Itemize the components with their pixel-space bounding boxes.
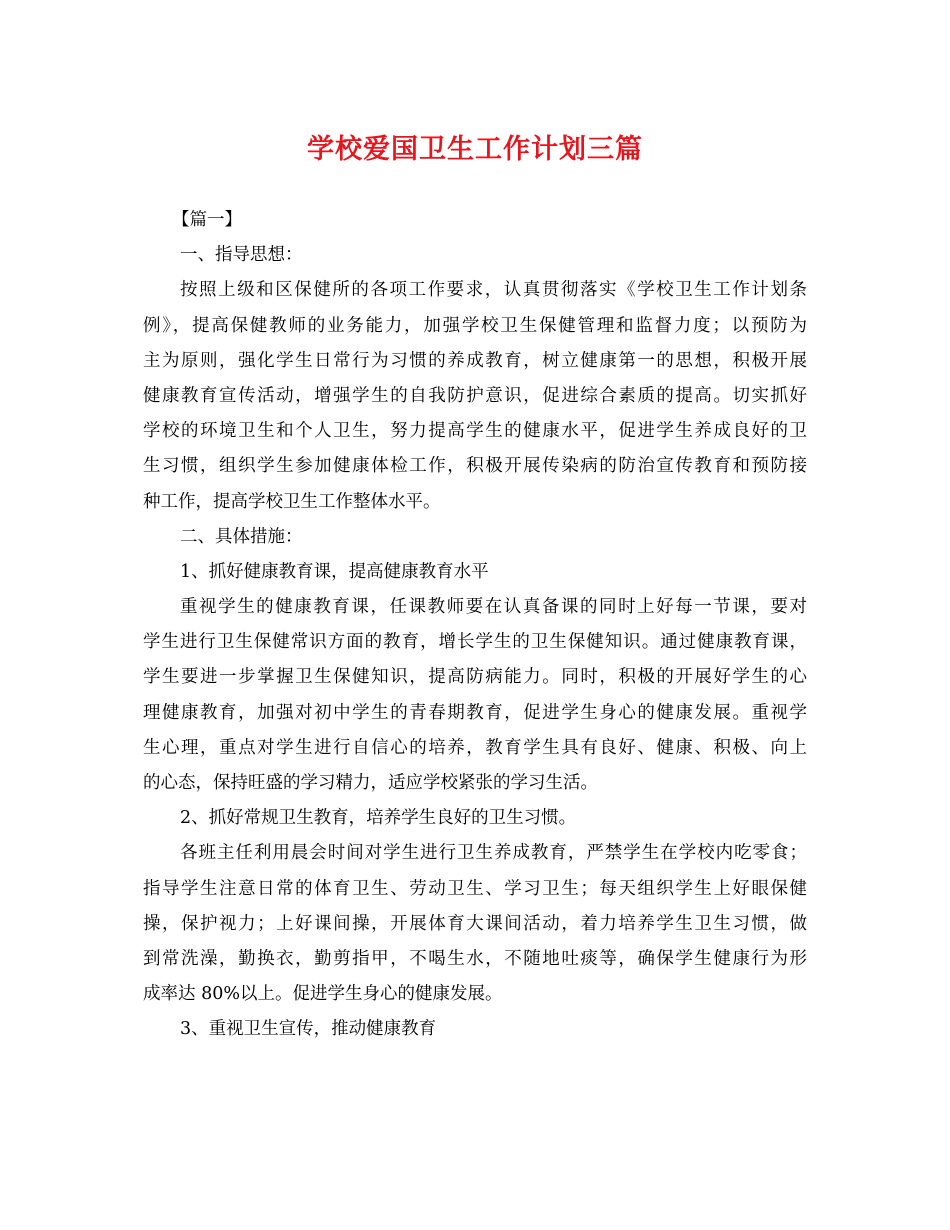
paragraph-line: 健康教育宣传活动，增强学生的自我防护意识，促进综合素质的提高。切实抓好 (143, 385, 807, 406)
paragraph-line: 操，保护视力；上好课间操，开展体育大课间活动，着力培养学生卫生习惯，做 (143, 913, 807, 934)
section-heading: 【篇一】 (172, 210, 242, 230)
document-body (143, 203, 807, 1048)
subheading: 一、指导思想： (180, 245, 303, 266)
paragraph-line: 生习惯，组织学生参加健康体检工作，积极开展传染病的防治宣传教育和预防接 (143, 456, 807, 477)
paragraph-line: 理健康教育，加强对初中学生的青春期教育，促进学生身心的健康发展。重视学 (143, 702, 807, 723)
paragraph-line: 按照上级和区保健所的各项工作要求，认真贯彻落实《学校卫生工作计划条 (180, 280, 807, 301)
subheading: 3、重视卫生宣传，推动健康教育 (180, 1019, 437, 1040)
document-title: 学校爱国卫生工作计划三篇 (307, 134, 643, 165)
paragraph-line: 主为原则，强化学生日常行为习惯的养成教育，树立健康第一的思想，积极开展 (143, 350, 807, 371)
paragraph-line: 各班主任利用晨会时间对学生进行卫生养成教育，严禁学生在学校内吃零食； (180, 843, 807, 864)
paragraph-line: 例》，提高保健教师的业务能力，加强学校卫生保健管理和监督力度；以预防为 (143, 315, 807, 336)
paragraph-line: 的心态，保持旺盛的学习精力，适应学校紧张的学习生活。 (143, 773, 598, 793)
paragraph-line: 生心理，重点对学生进行自信心的培养，教育学生具有良好、健康、积极、向上 (143, 737, 807, 758)
paragraph-line: 重视学生的健康教育课，任课教师要在认真备课的同时上好每一节课，要对 (180, 597, 807, 618)
paragraph-line: 成率达 80%以上。促进学生身心的健康发展。 (143, 984, 503, 1005)
subheading: 2、抓好常规卫生教育，培养学生良好的卫生习惯。 (180, 808, 577, 829)
paragraph-line: 学生要进一步掌握卫生保健知识，提高防病能力。同时，积极的开展好学生的心 (143, 667, 807, 688)
subheading: 1、抓好健康教育课，提高健康教育水平 (180, 561, 489, 582)
paragraph-line: 学生进行卫生保健常识方面的教育，增长学生的卫生保健知识。通过健康教育课， (143, 632, 807, 653)
subheading: 二、具体措施： (180, 526, 303, 547)
paragraph-line: 种工作，提高学校卫生工作整体水平。 (143, 491, 441, 512)
paragraph-line: 指导学生注意日常的体育卫生、劳动卫生、学习卫生；每天组织学生上好眼保健 (143, 878, 807, 899)
paragraph-line: 学校的环境卫生和个人卫生，努力提高学生的健康水平，促进学生养成良好的卫 (143, 421, 807, 442)
paragraph-line: 到常洗澡，勤换衣，勤剪指甲，不喝生水，不随地吐痰等，确保学生健康行为形 (143, 948, 807, 969)
